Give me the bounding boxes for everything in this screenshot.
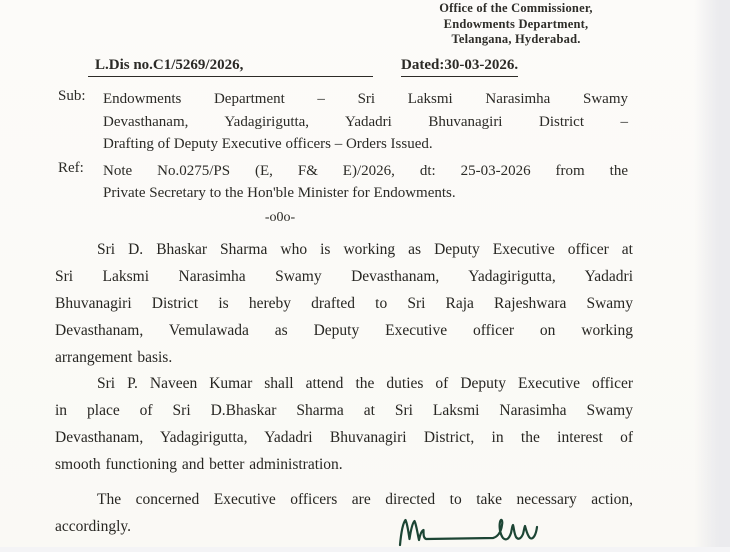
paragraph-replacement-duties xyxy=(55,370,633,478)
subject-line: Endowments Department – Sri Laksmi Narasimha Swamy xyxy=(103,91,628,107)
subject-line: Devasthanam, Yadagirigutta, Yadadri Bhuvanagiri District – xyxy=(103,113,628,130)
section-separator: -o0o- xyxy=(264,210,296,225)
subject-text xyxy=(103,88,628,156)
reference-line: Private Secretary to the Hon'ble Minister for Endowments. xyxy=(103,185,456,201)
letterhead xyxy=(428,1,604,48)
paragraph-line: accordingly. xyxy=(55,518,132,535)
reference-line: Note No.0275/PS (E, F& E)/2026, dt: 25-03-2026 from the xyxy=(103,163,628,179)
paragraph-line: arrangement basis. xyxy=(55,349,173,366)
paragraph-line: smooth functioning and better administration. xyxy=(55,456,343,473)
reference-text xyxy=(103,160,628,204)
signature-scribble xyxy=(396,515,554,547)
letterhead-line-department: Endowments Department, xyxy=(443,16,589,31)
letterhead-line-office: Office of the Commissioner, xyxy=(439,1,593,15)
paragraph-line: Sri Laksmi Narasimha Swamy Devasthanam, Yadagirigutta, Yadadri xyxy=(55,268,633,285)
subject-block xyxy=(58,88,628,156)
paper-right-edge xyxy=(694,0,730,547)
paragraph-line: Sri P. Naveen Kumar shall attend the duties of Deputy Executive officer xyxy=(97,375,633,392)
file-number-line xyxy=(88,57,518,77)
subject-label: Sub: xyxy=(58,88,86,104)
signature-ink-svg xyxy=(396,515,554,547)
paragraph-line: Sri D. Bhaskar Sharma who is working as Deputy Executive officer at xyxy=(97,241,633,258)
file-dated: Dated:30-03-2026. xyxy=(401,57,518,77)
paragraph-line: Devasthanam, Yadagirigutta, Yadadri Bhuvanagiri District, in the interest of xyxy=(55,429,633,446)
subject-line: Drafting of Deputy Executive officers – Orders Issued. xyxy=(103,136,433,152)
letterhead-line-location: Telangana, Hyderabad. xyxy=(451,32,581,46)
paragraph-line: in place of Sri D.Bhaskar Sharma at Sri Laksmi Narasimha Swamy xyxy=(55,402,633,419)
paragraph-line: Devasthanam, Vemulawada as Deputy Executive officer on working xyxy=(55,322,633,339)
paragraph-drafting-order xyxy=(55,236,633,371)
paragraph-line: Bhuvanagiri District is hereby drafted to Sri Raja Rajeshwara Swamy xyxy=(55,295,633,312)
reference-label: Ref: xyxy=(58,160,84,176)
file-dis-number: L.Dis no.C1/5269/2026, xyxy=(88,57,373,77)
reference-block xyxy=(58,160,628,204)
paragraph-line: The concerned Executive officers are directed to take necessary action, xyxy=(97,491,633,508)
